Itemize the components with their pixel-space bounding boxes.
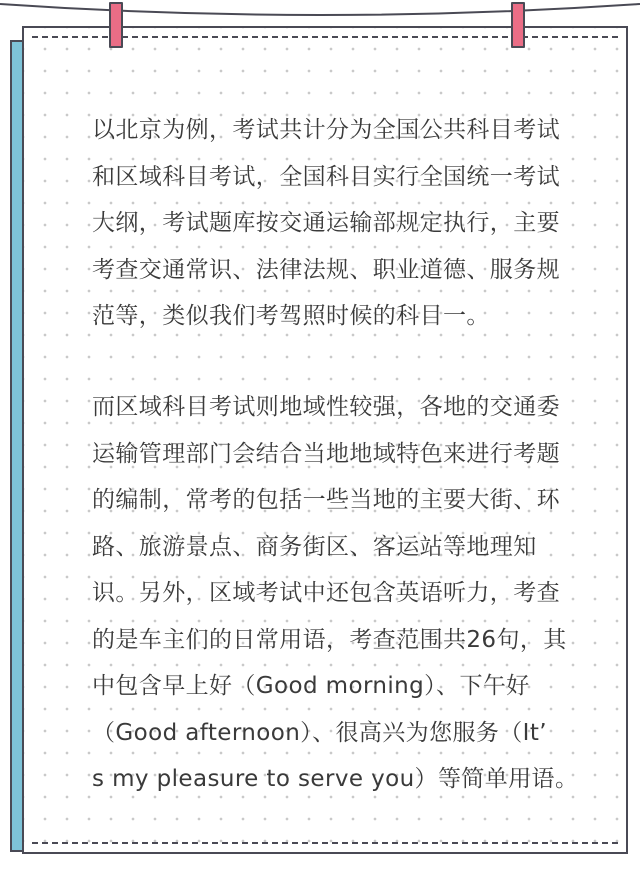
paragraph-regional-exam [92, 384, 592, 803]
text-line: 范等，类似我们考驾照时候的科目一。 [92, 303, 490, 329]
text-line: 以北京为例，考试共计分为全国公共科目考试 [92, 117, 560, 143]
text-line: 和区域科目考试，全国科目实行全国统一考试 [92, 163, 560, 190]
text-line: 识。另外，区域考试中还包含英语听力，考查 [92, 580, 560, 606]
text-line: 考查交通常识、法律法规、职业道德、服务规 [92, 256, 560, 283]
text-line: 路、旅游景点、商务街区、客运站等地理知 [92, 533, 537, 560]
text-line: （Good afternoon）、很高兴为您服务（It’ [92, 719, 547, 746]
left-clip [109, 2, 123, 48]
text-line: 而区域科目考试则地域性较强，各地的交通委 [92, 394, 560, 420]
text-line: 的编制，常考的包括一些当地的主要大街、环 [92, 487, 560, 513]
dashed-border-bottom [32, 842, 618, 844]
text-line: 运输管理部门会结合当地地域特色来进行考题 [92, 440, 560, 467]
text-line: 中包含早上好（Good morning）、下午好 [92, 673, 530, 699]
text-line: 大纲，考试题库按交通运输部规定执行，主要 [92, 210, 560, 236]
paragraph-national-exam [92, 107, 592, 340]
text-line: 的是车主们的日常用语，考查范围共26句，其 [92, 626, 567, 653]
right-clip [511, 2, 525, 48]
text-line: s my pleasure to serve you）等简单用语。 [92, 766, 579, 792]
